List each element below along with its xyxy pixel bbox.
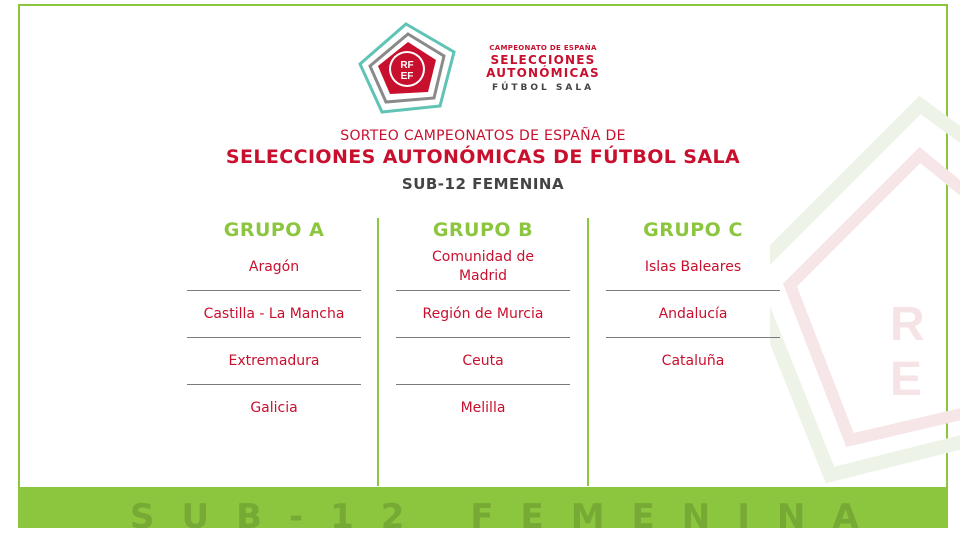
team-item: Galicia: [250, 400, 298, 416]
category-label: SUB-12 FEMENINA: [401, 175, 565, 193]
logo-line-campeonato: CAMPEONATO DE ESPAÑA: [489, 44, 597, 52]
group-a: [187, 216, 361, 432]
group-c: [606, 216, 780, 385]
team-item: Islas Baleares: [606, 244, 780, 291]
group-c-title: GRUPO C: [643, 219, 743, 241]
frame-top-border: [18, 4, 948, 6]
svg-text:RF: RF: [400, 60, 414, 71]
footer-category-text: SUB-12 FEMENINA: [130, 497, 886, 528]
team-item: Extremadura: [187, 338, 361, 385]
divider-b-c: [587, 218, 589, 486]
logo-line-futbol-sala: FÚTBOL SALA: [491, 83, 595, 93]
svg-text:EF: EF: [400, 71, 414, 82]
team-item: Ceuta: [396, 338, 570, 385]
group-a-title: GRUPO A: [223, 219, 325, 241]
team-item: Cataluña: [661, 353, 725, 369]
team-item: Andalucía: [606, 291, 780, 338]
svg-text:E: E: [890, 353, 923, 406]
footer-bar: [18, 487, 948, 528]
logo-line-autonomicas: AUTONÓMICAS: [486, 66, 600, 80]
subtitle-sorteo: SORTEO CAMPEONATOS DE ESPAÑA DE: [340, 128, 626, 144]
rfef-pentagon-icon: [358, 22, 458, 114]
logo-line-selecciones: SELECCIONES: [490, 53, 596, 67]
team-item: Castilla - La Mancha: [187, 291, 361, 338]
group-b: [396, 216, 570, 432]
page-title: SELECCIONES AUTONÓMICAS DE FÚTBOL SALA: [225, 146, 741, 168]
championship-logo: [358, 22, 618, 114]
team-item: Región de Murcia: [396, 291, 570, 338]
group-b-title: GRUPO B: [432, 219, 534, 241]
divider-a-b: [377, 218, 379, 486]
team-item: Aragón: [187, 244, 361, 291]
team-item: Melilla: [460, 400, 506, 416]
svg-text:R: R: [890, 298, 925, 351]
team-item: Comunidad de Madrid: [396, 244, 570, 291]
